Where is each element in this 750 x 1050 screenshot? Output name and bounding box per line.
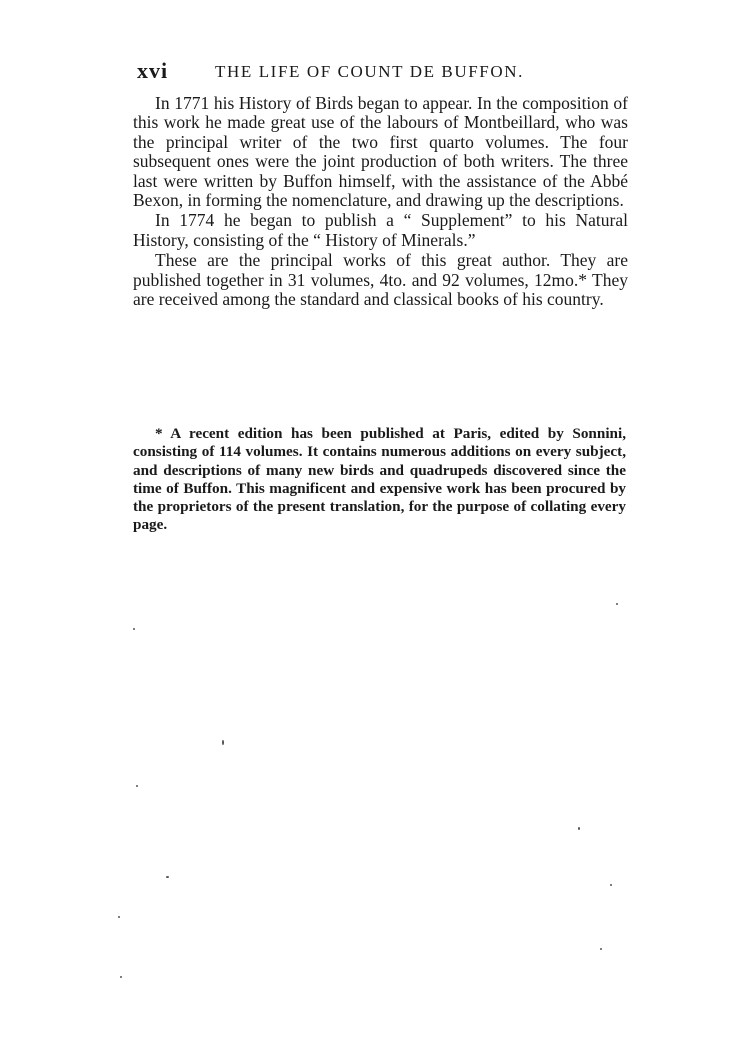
scan-speck xyxy=(222,740,224,745)
scan-speck xyxy=(610,884,612,886)
main-text xyxy=(133,94,628,309)
scan-speck xyxy=(616,603,618,605)
scan-speck xyxy=(136,785,138,787)
scan-speck xyxy=(578,827,580,830)
paragraph-history-of-birds: In 1771 his History of Birds began to appear. In the composition of this work he made great use of the labours of Montbeillard, who was the principal writer of the two first quarto volumes. The four subsequent ones were the joint production of both writers. The three last were written by Buffon himself, with the assistance of the Abbé Bexon, in forming the nomenclature, and drawing up the descriptions. xyxy=(133,93,628,211)
scan-speck xyxy=(600,948,602,950)
running-head: THE LIFE OF COUNT DE BUFFON. xyxy=(215,62,524,81)
scan-speck xyxy=(166,876,169,878)
scan-speck xyxy=(120,976,122,978)
scan-speck xyxy=(118,916,120,918)
scan-speck xyxy=(133,628,135,630)
paragraph-principal-works: These are the principal works of this great author. They are published together in 31 volumes, 4to. and 92 volumes, 12mo.* They are received among the standard and classical books of his country. xyxy=(133,250,628,310)
page-number: xvi xyxy=(137,58,169,83)
paragraph-supplement: In 1774 he began to publish a “ Supplement” to his Natural History, consisting of the “ History of Minerals.” xyxy=(133,210,628,250)
page-header xyxy=(137,58,617,88)
footnote xyxy=(133,425,626,535)
footnote-text: * A recent edition has been published at Paris, edited by Sonnini, consisting of 114 volumes. It contains numerous additions on every subject, and descriptions of many new birds and quadrupeds discovered since the time of Buffon. This magnificent and expensive work has been procured by the proprietors of the present translation, for the purpose of collating every page. xyxy=(133,425,626,534)
